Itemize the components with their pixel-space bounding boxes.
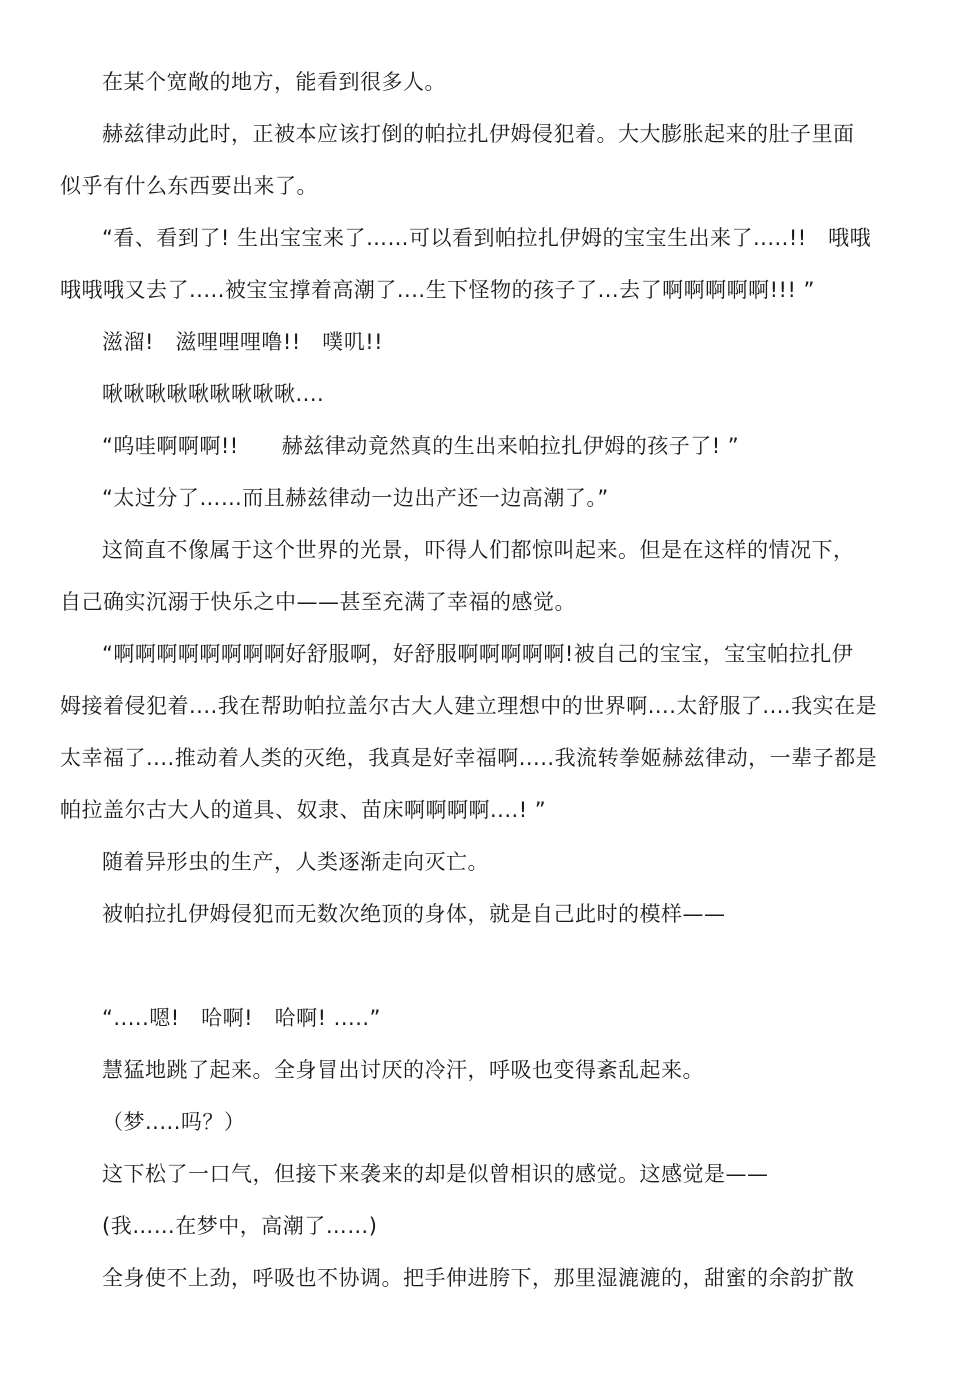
- text-line: 自己确实沉溺于快乐之中——甚至充满了幸福的感觉。: [60, 590, 576, 614]
- text-line: “看、看到了! 生出宝宝来了……可以看到帕拉扎伊姆的宝宝生出来了.....!! 哦哦: [102, 226, 872, 250]
- text-line: 帕拉盖尔古大人的道具、奴隶、苗床啊啊啊啊....! ”: [60, 798, 547, 822]
- blank-line: [60, 940, 922, 992]
- text-line: “呜哇啊啊啊!! 赫兹律动竟然真的生出来帕拉扎伊姆的孩子了! ”: [102, 434, 740, 458]
- text-line: 太幸福了....推动着人类的灭绝，我真是好幸福啊.....我流转拳姬赫兹律动，一辈子都是: [60, 746, 878, 770]
- text-line: （梦.....吗？）: [102, 1110, 246, 1134]
- text-line: 慧猛地跳了起来。全身冒出讨厌的冷汗，呼吸也变得紊乱起来。: [102, 1058, 704, 1082]
- text-line: 哦哦哦又去了.....被宝宝撑着高潮了....生下怪物的孩子了...去了啊啊啊啊啊!!! ”: [60, 278, 815, 302]
- text-line: “啊啊啊啊啊啊啊啊好舒服啊，好舒服啊啊啊啊啊!被自己的宝宝，宝宝帕拉扎伊: [102, 642, 854, 666]
- text-line: 这下松了一口气，但接下来袭来的却是似曾相识的感觉。这感觉是——: [102, 1162, 769, 1186]
- text-line: 被帕拉扎伊姆侵犯而无数次绝顶的身体，就是自己此时的模样——: [102, 902, 726, 926]
- text-line: “.....嗯! 哈啊! 哈啊! .....”: [102, 1006, 381, 1030]
- text-line: 姆接着侵犯着....我在帮助帕拉盖尔古大人建立理想中的世界啊....太舒服了....我实在是: [60, 694, 878, 718]
- text-line: 赫兹律动此时，正被本应该打倒的帕拉扎伊姆侵犯着。大大膨胀起来的肚子里面: [102, 122, 855, 146]
- text-line: 这简直不像属于这个世界的光景，吓得人们都惊叫起来。但是在这样的情况下，: [102, 538, 855, 562]
- text-line: 似乎有什么东西要出来了。: [60, 174, 318, 198]
- text-line: 在某个宽敞的地方，能看到很多人。: [102, 70, 446, 94]
- text-line: (我……在梦中，高潮了……): [102, 1214, 378, 1238]
- text-line: 随着异形虫的生产，人类逐渐走向灭亡。: [102, 850, 489, 874]
- text-line: 全身使不上劲，呼吸也不协调。把手伸进胯下，那里湿漉漉的，甜蜜的余韵扩散: [102, 1266, 855, 1290]
- text-line: 滋溜! 滋哩哩哩噜!! 噗叽!!: [102, 330, 384, 354]
- text-line: 啾啾啾啾啾啾啾啾啾....: [102, 382, 325, 406]
- text-line: “太过分了……而且赫兹律动一边出产还一边高潮了。”: [102, 486, 609, 510]
